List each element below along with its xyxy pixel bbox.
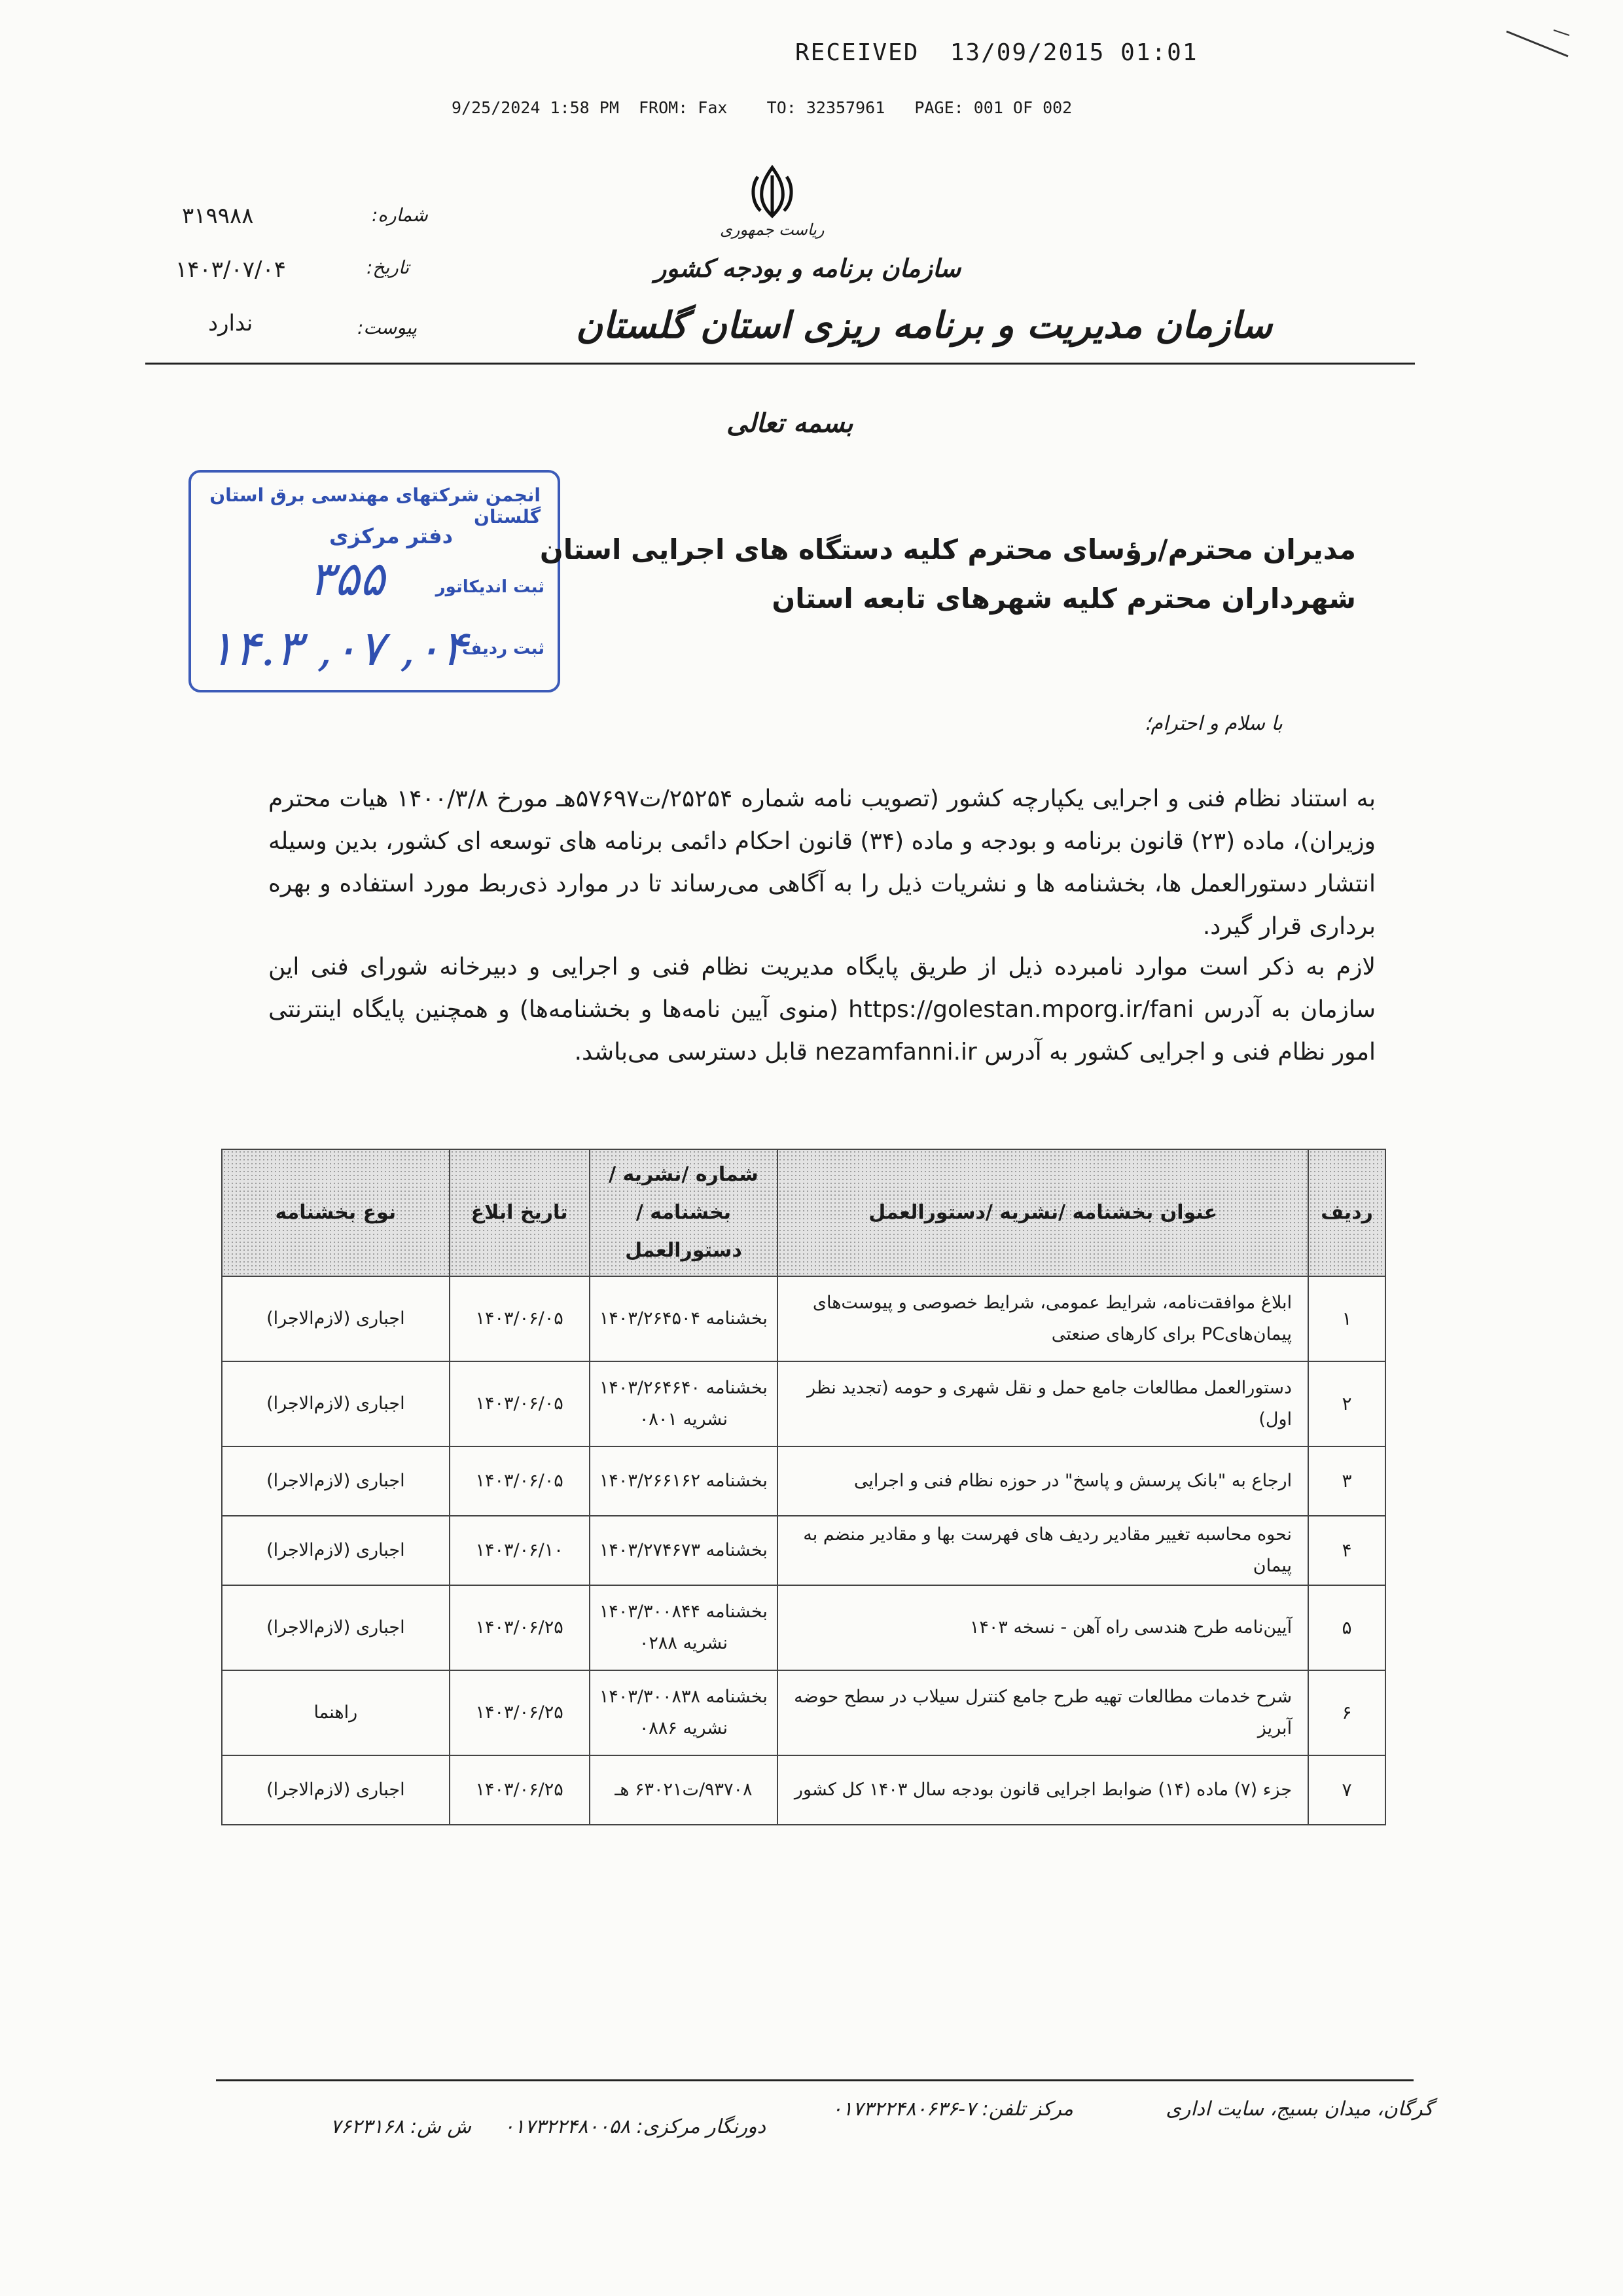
cell-number: بخشنامه ۱۴۰۳/۲۶۴۵۰۴ <box>590 1276 778 1361</box>
cell-row-number: ۳ <box>1308 1446 1385 1516</box>
cell-date: ۱۴۰۳/۰۶/۰۵ <box>450 1361 590 1446</box>
cell-title: ارجاع به "بانک پرسش و پاسخ" در حوزه نظام فنی و اجرایی <box>777 1446 1308 1516</box>
cell-title: آیین‌نامه طرح هندسی راه آهن - نسخه ۱۴۰۳ <box>777 1585 1308 1670</box>
stamp-row-value: ۱۴.۳ ,۰۷ ,۰۴ <box>208 620 467 677</box>
cell-title: دستورالعمل مطالعات جامع حمل و نقل شهری و حومه (تجدید نظر اول) <box>777 1361 1308 1446</box>
cell-type: اجباری (لازم‌الاجرا) <box>222 1755 450 1825</box>
stamp-title: انجمن شرکتهای مهندسی برق استان گلستان <box>209 484 541 528</box>
cell-date: ۱۴۰۳/۰۶/۲۵ <box>450 1755 590 1825</box>
letter-attachment-value: ندارد <box>208 310 253 336</box>
cell-date: ۱۴۰۳/۰۶/۰۵ <box>450 1446 590 1516</box>
header-title: عنوان بخشنامه /نشریه /دستورالعمل <box>777 1149 1308 1276</box>
table-row <box>222 1516 1385 1585</box>
footer-national-id: ش ش: ۷۶۲۳۱۶۸ <box>330 2115 471 2138</box>
cell-date: ۱۴۰۳/۰۶/۲۵ <box>450 1670 590 1755</box>
cell-number: بخشنامه ۱۴۰۳/۲۷۴۶۷۳ <box>590 1516 778 1585</box>
cell-date: ۱۴۰۳/۰۶/۱۰ <box>450 1516 590 1585</box>
table-row <box>222 1446 1385 1516</box>
stamp-row-label: ثبت ردیف <box>462 639 544 658</box>
header-number: شماره /نشریه /بخشنامه / دستورالعمل <box>590 1149 778 1276</box>
province-org-name: سازمان مدیریت و برنامه ریزی استان گلستان <box>576 304 1272 347</box>
cell-number: بخشنامه ۱۴۰۳/۲۶۴۶۴۰ نشریه ۰۸۰۱ <box>590 1361 778 1446</box>
cell-type: اجباری (لازم‌الاجرا) <box>222 1276 450 1361</box>
stamp-indicator-label: ثبت اندیکاتور <box>435 577 544 597</box>
circulars-table <box>221 1149 1386 1825</box>
cell-number: ۹۳۷۰۸/ت۶۳۰۲۱ هـ <box>590 1755 778 1825</box>
table-row <box>222 1755 1385 1825</box>
cell-row-number: ۴ <box>1308 1516 1385 1585</box>
cell-title: نحوه محاسبه تغییر مقادیر ردیف های فهرست بها و مقادیر منضم به پیمان <box>777 1516 1308 1585</box>
cell-row-number: ۶ <box>1308 1670 1385 1755</box>
letter-number-label: شماره: <box>372 204 428 226</box>
cell-number: بخشنامه ۱۴۰۳/۳۰۰۸۳۸ نشریه ۰۸۸۶ <box>590 1670 778 1755</box>
body-paragraph-2: لازم به ذکر است موارد نامبرده ذیل از طریق پایگاه مدیریت نظام فنی و اجرایی و دبیرخانه شورای فنی این سازمان به آدرس https://golestan.mporg.ir/fani (منوی آیین نامه‌ها و بخشنامه‌ها) و همچنین پایگاه اینترنتی امور نظام فنی و اجرایی کشور به آدرس nezamfanni.ir قابل دسترسی می‌باشد. <box>268 954 1376 1066</box>
addressee-line-1: مدیران محترم/رؤسای محترم کلیه دستگاه های اجرایی استان <box>539 533 1356 565</box>
stamp-indicator-value: ۳۵۵ <box>309 551 385 606</box>
iran-emblem-icon <box>746 164 798 220</box>
scan-mark-decoration <box>1505 26 1571 65</box>
table-row <box>222 1670 1385 1755</box>
table-row <box>222 1585 1385 1670</box>
cell-date: ۱۴۰۳/۰۶/۲۵ <box>450 1585 590 1670</box>
cell-row-number: ۱ <box>1308 1276 1385 1361</box>
national-org-name: سازمان برنامه و بودجه کشور <box>654 254 961 283</box>
letter-date-label: تاریخ: <box>366 257 410 278</box>
footer-phone: مرکز تلفن: ۷-۰۱۷۳۲۲۴۸۰۶۳۶ <box>831 2098 1073 2121</box>
cell-date: ۱۴۰۳/۰۶/۰۵ <box>450 1276 590 1361</box>
header-date: تاریخ ابلاغ <box>450 1149 590 1276</box>
letter-number-value: ۳۱۹۹۸۸ <box>182 203 254 229</box>
fax-transmission-line: 9/25/2024 1:58 PM FROM: Fax TO: 32357961 PAGE: 001 OF 002 <box>452 98 1073 117</box>
greeting: با سلام و احترام؛ <box>1144 712 1283 735</box>
cell-number: بخشنامه ۱۴۰۳/۲۶۶۱۶۲ <box>590 1446 778 1516</box>
cell-number: بخشنامه ۱۴۰۳/۳۰۰۸۴۴ نشریه ۰۲۸۸ <box>590 1585 778 1670</box>
cell-title: جزء (۷) ماده (۱۴) ضوابط اجرایی قانون بودجه سال ۱۴۰۳ کل کشور <box>777 1755 1308 1825</box>
letter-date-value: ۱۴۰۳/۰۷/۰۴ <box>175 257 287 283</box>
footer-fax: دورنگار مرکزی: ۰۱۷۳۲۲۴۸۰۰۵۸ <box>503 2115 766 2138</box>
stamp-subtitle: دفتر مرکزی <box>329 524 453 548</box>
addressee-line-2: شهرداران محترم کلیه شهرهای تابعه استان <box>772 583 1356 615</box>
footer-address: گرگان، میدان بسیج، سایت اداری <box>1166 2098 1433 2121</box>
cell-title: ابلاغ موافقت‌نامه، شرایط عمومی، شرایط خصوصی و پیوست‌های پیمان‌هایPC برای کارهای صنعتی <box>777 1276 1308 1361</box>
header-type: نوع بخشنامه <box>222 1149 450 1276</box>
cell-title: شرح خدمات مطالعات تهیه طرح جامع کنترل سیلاب در سطح حوضه آبریز <box>777 1670 1308 1755</box>
presidency-label: ریاست جمهوری <box>720 221 825 239</box>
cell-row-number: ۵ <box>1308 1585 1385 1670</box>
letter-attachment-label: پیوست: <box>357 317 418 338</box>
header-divider <box>145 363 1415 365</box>
table-header-row <box>222 1149 1385 1276</box>
cell-row-number: ۷ <box>1308 1755 1385 1825</box>
cell-type: اجباری (لازم‌الاجرا) <box>222 1361 450 1446</box>
header-row-number: ردیف <box>1308 1149 1385 1276</box>
cell-type: اجباری (لازم‌الاجرا) <box>222 1585 450 1670</box>
footer-divider <box>216 2079 1414 2081</box>
body-paragraph-1: به استناد نظام فنی و اجرایی یکپارچه کشور (تصویب نامه شماره ۲۵۲۵۴/ت۵۷۶۹۷هـ مورخ ۱۴۰۰/۳/۸ هیات محترم وزیران)، ماده (۲۳) قانون برنامه و بودجه و ماده (۳۴) قانون احکام دائمی برنامه های توسعه ای کشور، بدین وسیله انتشار دستورالعمل ها، بخشنامه ها و نشریات ذیل را به آگاهی می‌رساند تا در موارد ذی‌ربط مورد استفاده و بهره برداری قرار گیرد. <box>268 785 1376 940</box>
table-row <box>222 1276 1385 1361</box>
cell-row-number: ۲ <box>1308 1361 1385 1446</box>
table-row <box>222 1361 1385 1446</box>
fax-received-stamp: RECEIVED 13/09/2015 01:01 <box>795 39 1198 66</box>
cell-type: اجباری (لازم‌الاجرا) <box>222 1516 450 1585</box>
registration-stamp <box>188 470 560 692</box>
cell-type: راهنما <box>222 1670 450 1755</box>
basmala-heading: بسمه تعالی <box>726 408 853 439</box>
cell-type: اجباری (لازم‌الاجرا) <box>222 1446 450 1516</box>
